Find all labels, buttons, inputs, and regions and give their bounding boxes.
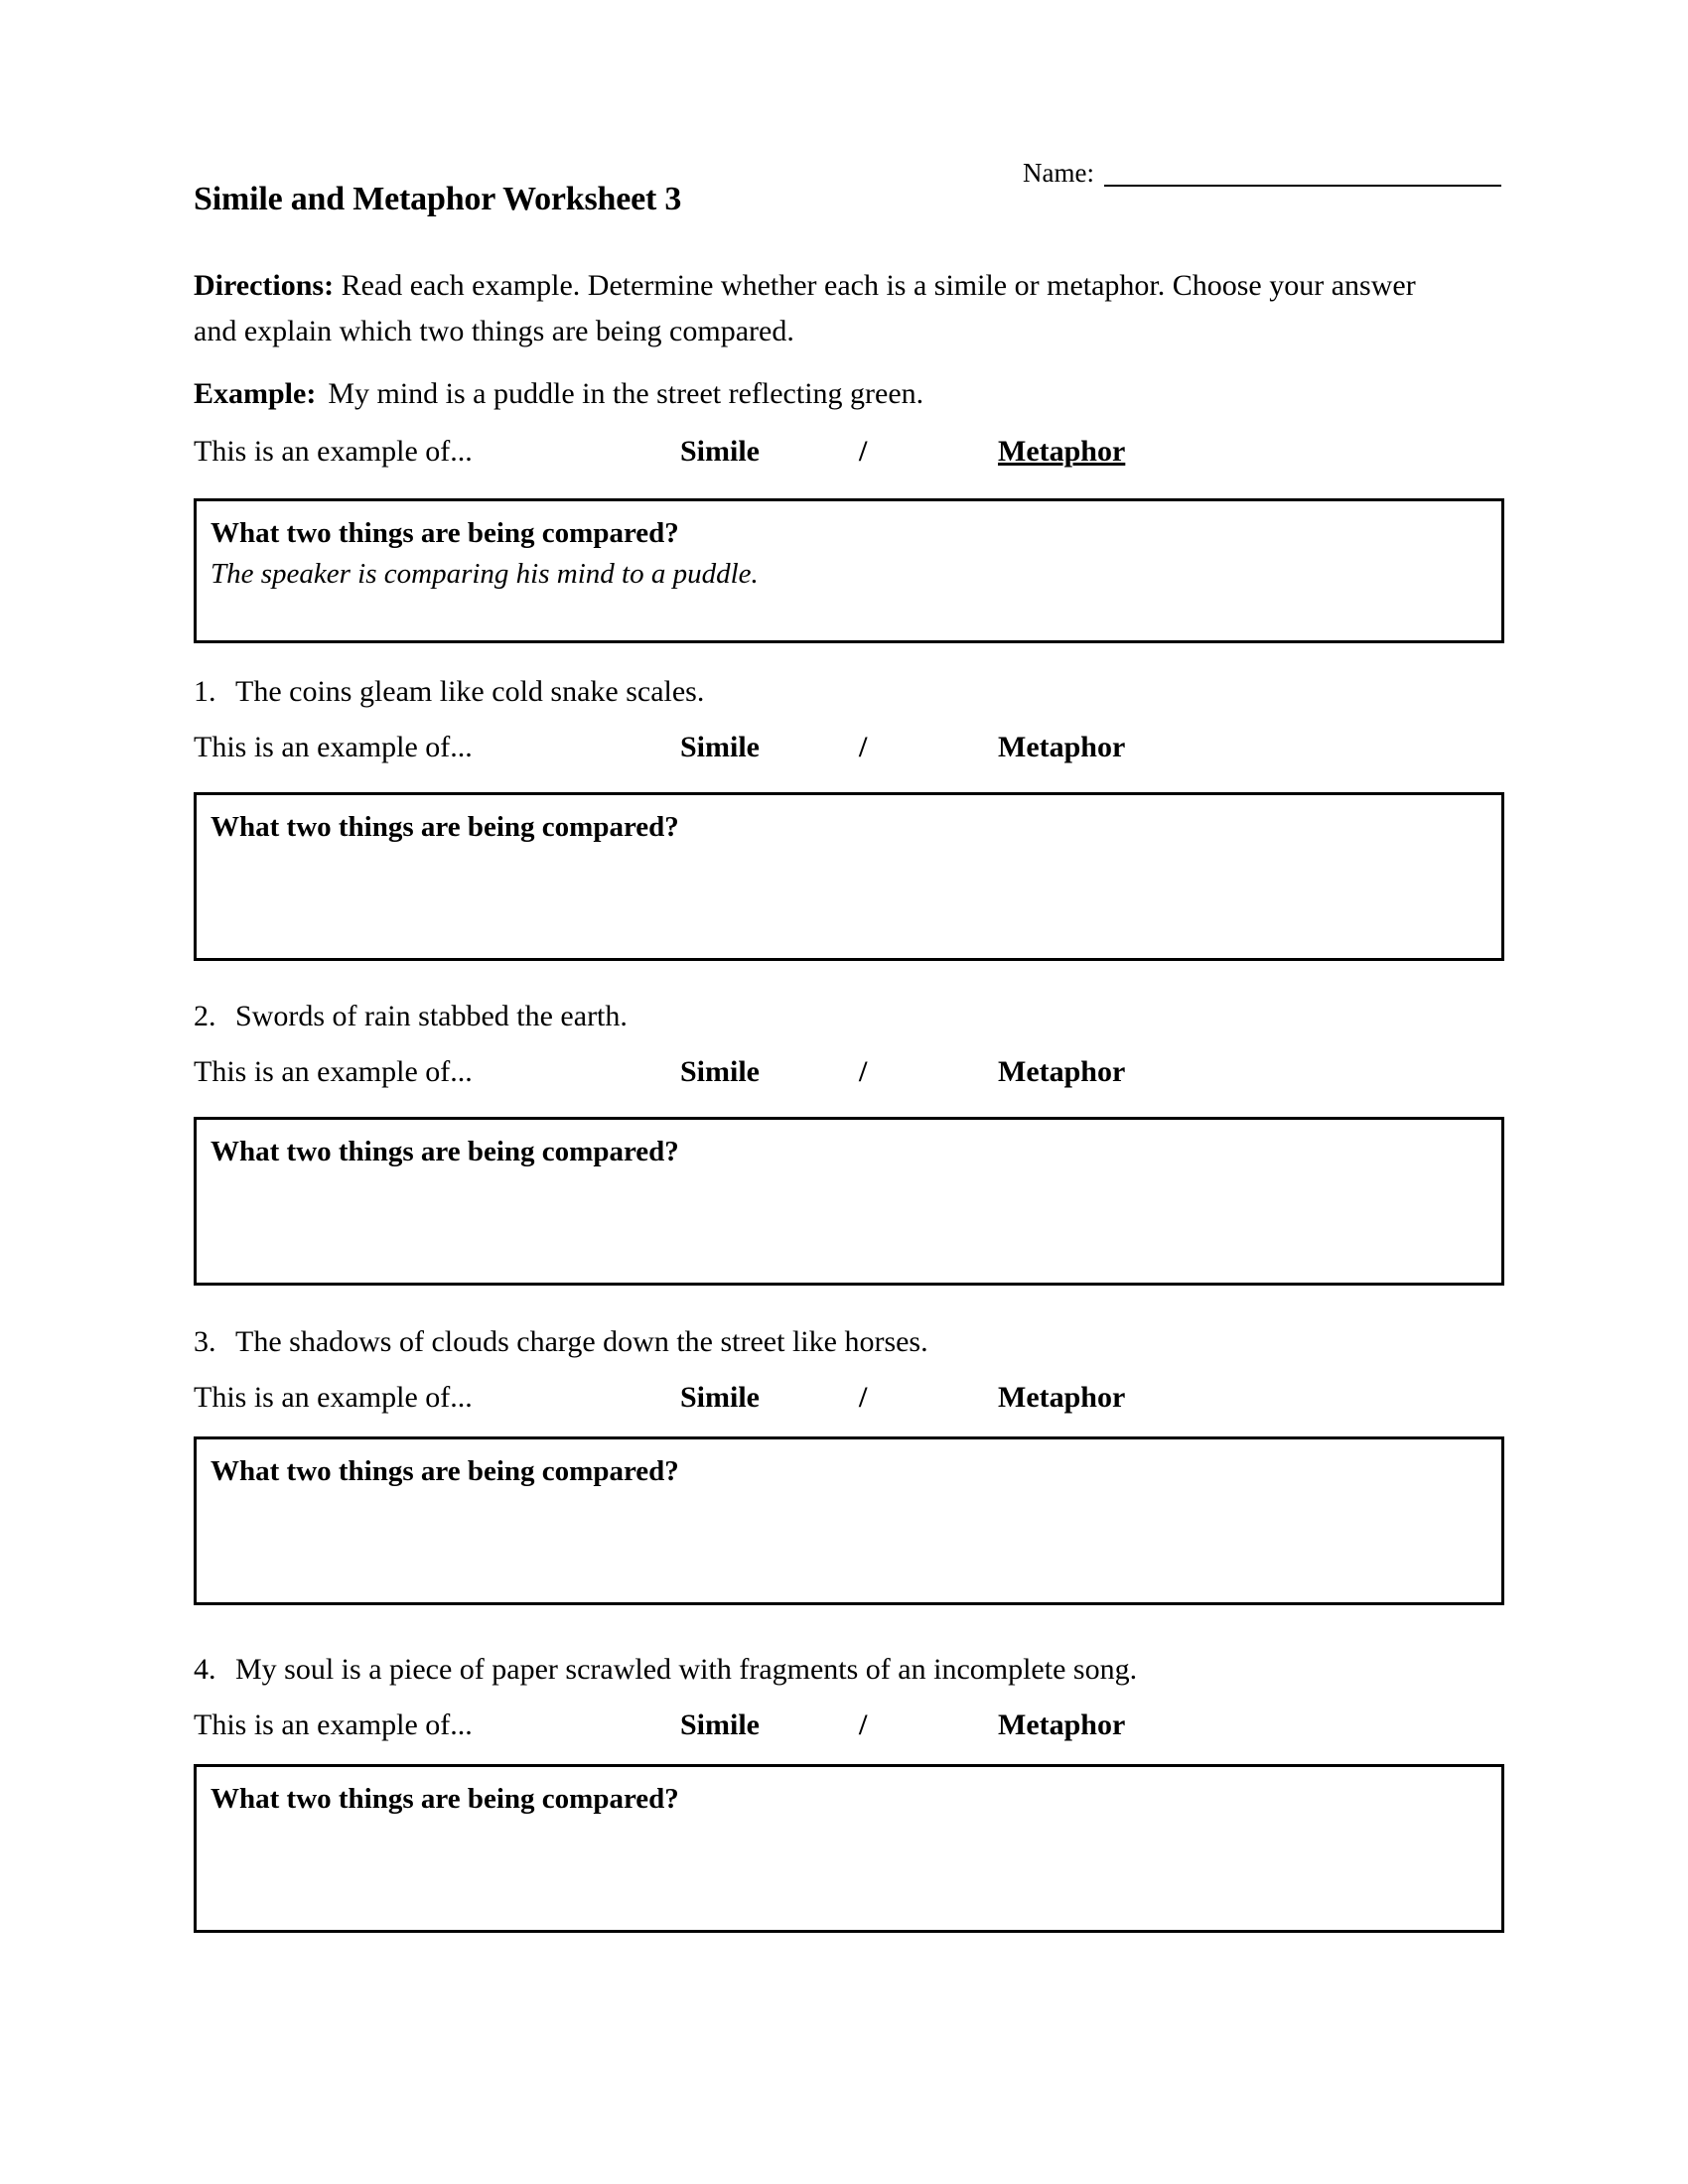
question-option-simile-4[interactable]: Simile xyxy=(680,1708,760,1741)
question-answer-prompt-1: What two things are being compared? xyxy=(211,811,679,843)
question-option-separator-3: / xyxy=(859,1381,868,1414)
question-item-2 xyxy=(194,1000,1504,1286)
question-sentence-row-4 xyxy=(194,1653,1504,1687)
question-option-separator-1: / xyxy=(859,731,868,763)
question-sentence-row-1 xyxy=(194,675,1504,709)
question-option-metaphor-3[interactable]: Metaphor xyxy=(998,1381,1126,1414)
question-choice-lead-1: This is an example of... xyxy=(194,731,473,763)
question-sentence-2: Swords of rain stabbed the earth. xyxy=(235,1000,628,1032)
question-answer-prompt-3: What two things are being compared? xyxy=(211,1455,679,1487)
name-input-line[interactable] xyxy=(1104,159,1501,187)
question-answer-box-1[interactable] xyxy=(194,792,1504,961)
question-sentence-row-2 xyxy=(194,1000,1504,1033)
question-option-simile-2[interactable]: Simile xyxy=(680,1055,760,1088)
directions-label: Directions: xyxy=(194,269,335,302)
question-choice-row-2 xyxy=(194,1055,1504,1097)
question-sentence-row-3 xyxy=(194,1325,1504,1359)
example-sentence-row xyxy=(194,377,923,411)
question-number-2: 2. xyxy=(194,1000,216,1032)
question-option-simile-1[interactable]: Simile xyxy=(680,731,760,763)
question-sentence-4: My soul is a piece of paper scrawled with fragments of an incomplete song. xyxy=(235,1653,1138,1686)
question-option-separator-2: / xyxy=(859,1055,868,1088)
question-choice-row-4 xyxy=(194,1708,1504,1750)
question-number-4: 4. xyxy=(194,1653,216,1686)
question-choice-row-3 xyxy=(194,1381,1504,1423)
example-choice-lead: This is an example of... xyxy=(194,435,473,468)
question-item-3 xyxy=(194,1325,1504,1605)
question-number-3: 3. xyxy=(194,1325,216,1358)
question-answer-prompt-2: What two things are being compared? xyxy=(211,1136,679,1167)
question-answer-box-3[interactable] xyxy=(194,1436,1504,1605)
question-option-metaphor-4[interactable]: Metaphor xyxy=(998,1708,1126,1741)
question-option-metaphor-2[interactable]: Metaphor xyxy=(998,1055,1126,1088)
question-number-1: 1. xyxy=(194,675,216,708)
question-choice-lead-4: This is an example of... xyxy=(194,1708,473,1741)
question-choice-lead-2: This is an example of... xyxy=(194,1055,473,1088)
example-answer-prompt: What two things are being compared? xyxy=(211,517,679,549)
question-sentence-1: The coins gleam like cold snake scales. xyxy=(235,675,705,708)
question-item-1 xyxy=(194,675,1504,961)
question-option-separator-4: / xyxy=(859,1708,868,1741)
question-item-4 xyxy=(194,1653,1504,1933)
question-sentence-3: The shadows of clouds charge down the street like horses. xyxy=(235,1325,928,1358)
directions-paragraph xyxy=(194,263,1455,354)
question-choice-row-1 xyxy=(194,731,1504,772)
name-label: Name: xyxy=(1023,158,1094,188)
name-field-row xyxy=(1023,159,1501,187)
example-block xyxy=(194,435,1504,643)
example-sentence: My mind is a puddle in the street reflecting green. xyxy=(328,377,924,410)
example-answer-text: The speaker is comparing his mind to a puddle. xyxy=(211,558,759,590)
example-option-separator: / xyxy=(859,435,868,468)
question-answer-prompt-4: What two things are being compared? xyxy=(211,1783,679,1815)
directions-text: Read each example. Determine whether each is a simile or metaphor. Choose your answer and explain which two things are being compared. xyxy=(194,269,1416,347)
example-choice-row xyxy=(194,435,1504,477)
question-answer-box-4[interactable] xyxy=(194,1764,1504,1933)
question-option-metaphor-1[interactable]: Metaphor xyxy=(998,731,1126,763)
example-option-metaphor[interactable]: Metaphor xyxy=(998,435,1126,468)
question-option-simile-3[interactable]: Simile xyxy=(680,1381,760,1414)
example-answer-box[interactable] xyxy=(194,498,1504,643)
example-label: Example: xyxy=(194,377,317,410)
example-option-simile[interactable]: Simile xyxy=(680,435,760,468)
question-answer-box-2[interactable] xyxy=(194,1117,1504,1286)
question-choice-lead-3: This is an example of... xyxy=(194,1381,473,1414)
page-title: Simile and Metaphor Worksheet 3 xyxy=(194,181,682,217)
